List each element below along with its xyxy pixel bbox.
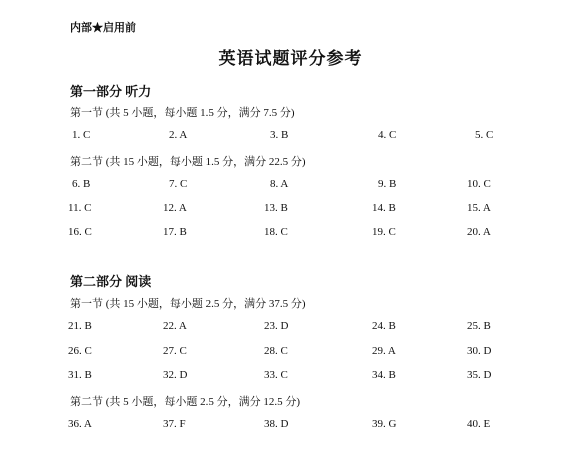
answer-item: 9. B xyxy=(378,178,397,190)
answer-item: 1. C xyxy=(72,129,91,141)
answer-item: 12. A xyxy=(163,202,187,214)
answer-item: 4. C xyxy=(378,129,397,141)
answer-item: 29. A xyxy=(372,345,396,357)
answer-item: 14. B xyxy=(372,202,396,214)
part2-heading: 第二部分 阅读 xyxy=(70,274,152,289)
answer-item: 26. C xyxy=(68,345,92,357)
answer-item: 5. C xyxy=(475,129,494,141)
answer-item: 18. C xyxy=(264,226,288,238)
answer-item: 22. A xyxy=(163,320,187,332)
answer-item: 28. C xyxy=(264,345,288,357)
part1-heading: 第一部分 听力 xyxy=(70,84,152,99)
answer-item: 32. D xyxy=(163,369,188,381)
confidential-label: 内部★启用前 xyxy=(70,22,136,34)
answer-item: 24. B xyxy=(372,320,396,332)
answer-item: 40. E xyxy=(467,418,491,430)
part1-section1-label: 第一节 (共 5 小题，每小题 1.5 分，满分 7.5 分) xyxy=(70,107,295,119)
answer-item: 10. C xyxy=(467,178,491,190)
part1-section2-label: 第二节 (共 15 小题，每小题 1.5 分，满分 22.5 分) xyxy=(70,156,306,168)
answer-item: 16. C xyxy=(68,226,92,238)
answer-item: 13. B xyxy=(264,202,288,214)
answer-item: 23. D xyxy=(264,320,289,332)
answer-item: 31. B xyxy=(68,369,92,381)
answer-item: 3. B xyxy=(270,129,289,141)
answer-item: 6. B xyxy=(72,178,91,190)
answer-item: 15. A xyxy=(467,202,491,214)
part2-section1-label: 第一节 (共 15 小题，每小题 2.5 分，满分 37.5 分) xyxy=(70,298,306,310)
answer-item: 27. C xyxy=(163,345,187,357)
answer-item: 36. A xyxy=(68,418,92,430)
answer-item: 38. D xyxy=(264,418,289,430)
page-title: 英语试题评分参考 xyxy=(218,49,363,68)
answer-item: 8. A xyxy=(270,178,289,190)
part2-section2-label: 第二节 (共 5 小题，每小题 2.5 分，满分 12.5 分) xyxy=(70,396,301,408)
answer-item: 2. A xyxy=(169,129,188,141)
answer-item: 34. B xyxy=(372,369,396,381)
answer-item: 39. G xyxy=(372,418,397,430)
answer-item: 33. C xyxy=(264,369,288,381)
answer-item: 35. D xyxy=(467,369,492,381)
answer-item: 21. B xyxy=(68,320,92,332)
answer-item: 37. F xyxy=(163,418,186,430)
answer-item: 19. C xyxy=(372,226,396,238)
answer-item: 30. D xyxy=(467,345,492,357)
answer-item: 17. B xyxy=(163,226,187,238)
answer-item: 11. C xyxy=(68,202,92,214)
answer-item: 20. A xyxy=(467,226,491,238)
answer-item: 7. C xyxy=(169,178,188,190)
answer-item: 25. B xyxy=(467,320,491,332)
